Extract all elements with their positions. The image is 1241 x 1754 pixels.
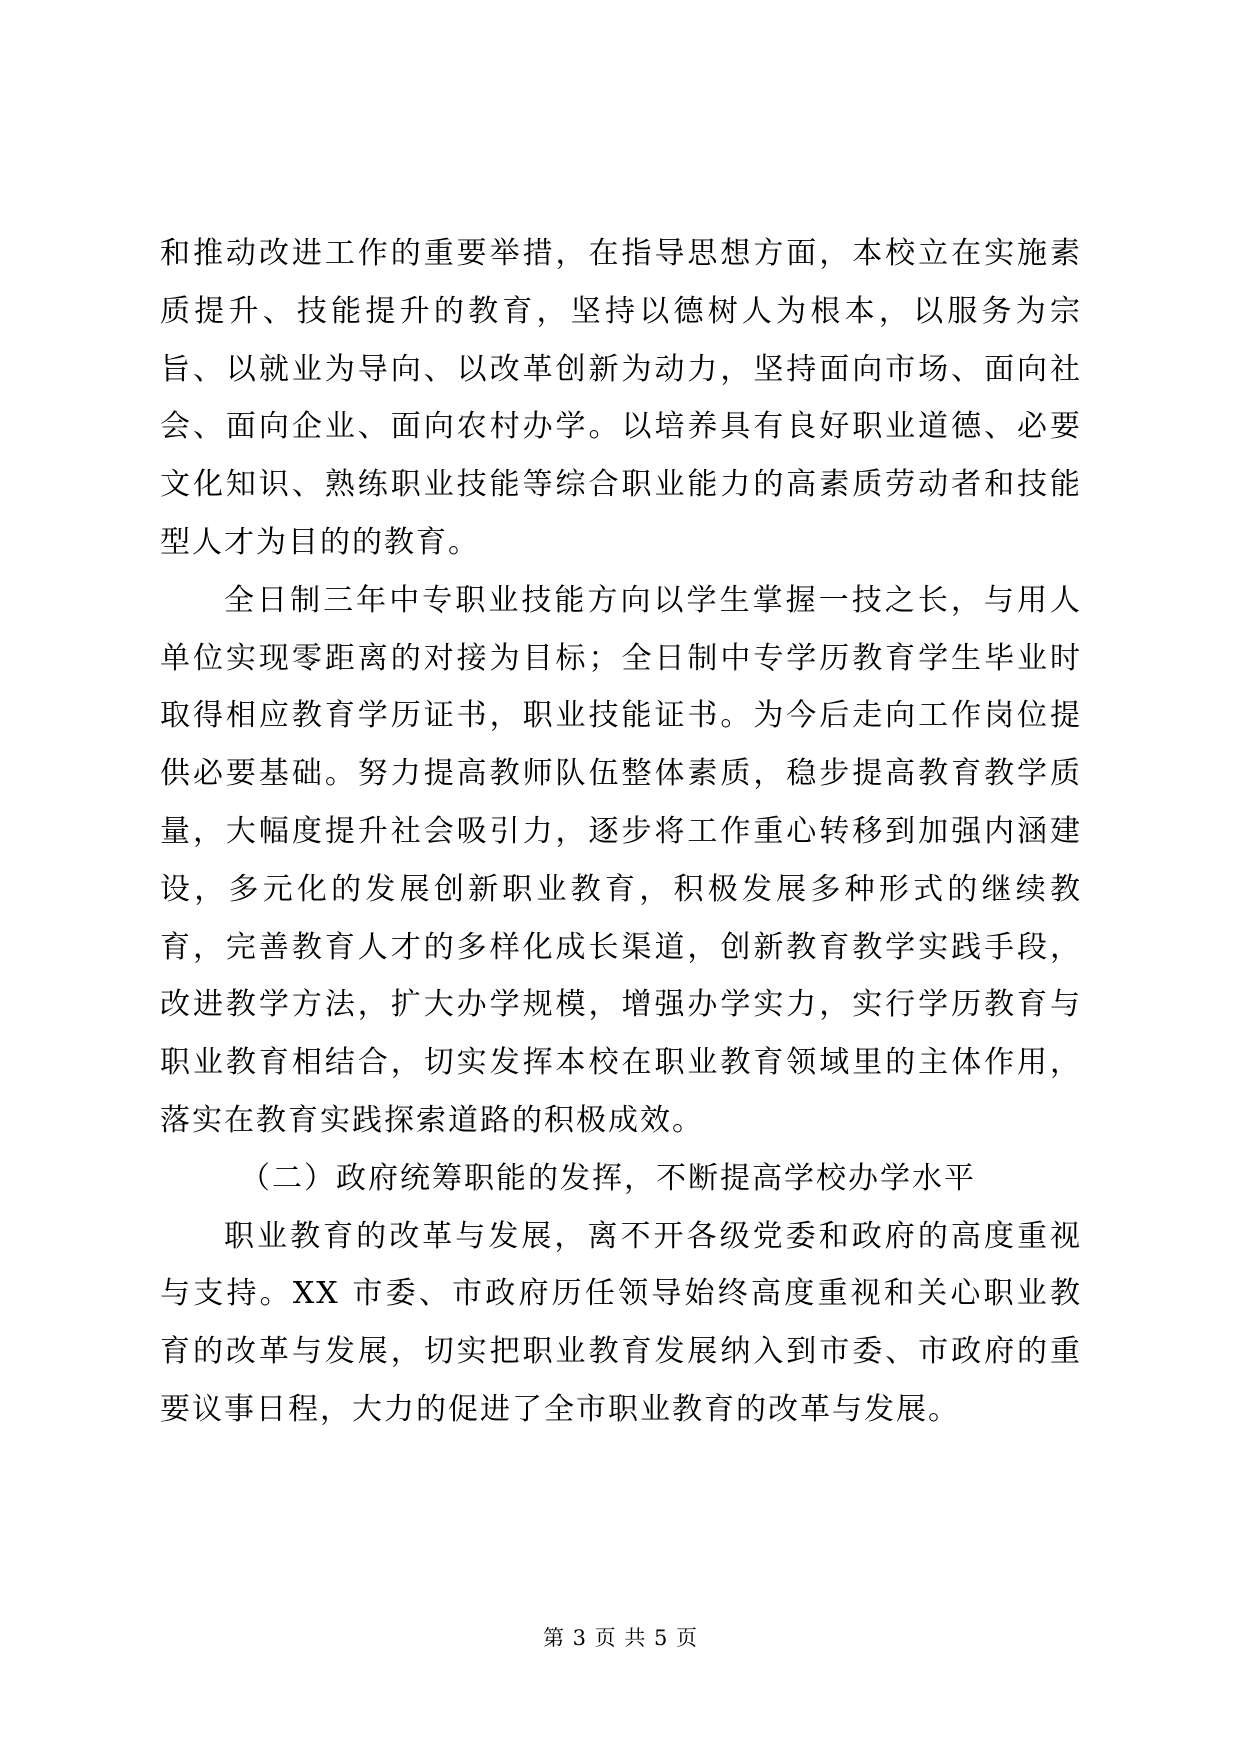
paragraph-government-support: 职业教育的改革与发展，离不开各级党委和政府的高度重视与支持。XX 市委、市政府历任领导始终高度重视和关心职业教育的改革与发展，切实把职业教育发展纳入到市委、市政府的重要议事日程，大力的促进了全市职业教育的改革与发展。 — [160, 1218, 1082, 1427]
page-number-footer: 第 3 页 共 5 页 — [542, 1626, 699, 1650]
paragraph-intro: 和推动改进工作的重要举措，在指导思想方面，本校立在实施素质提升、技能提升的教育，坚持以德树人为根本，以服务为宗旨、以就业为导向、以改革创新为动力，坚持面向市场、面向社会、面向企业、面向农村办学。以培养具有良好职业道德、必要文化知识、熟练职业技能等综合职业能力的高素质劳动者和技能型人才为目的的教育。 — [160, 236, 1082, 560]
paragraph-fulltime-education: 全日制三年中专职业技能方向以学生掌握一技之长，与用人单位实现零距离的对接为目标；全日制中专学历教育学生毕业时取得相应教育学历证书，职业技能证书。为今后走向工作岗位提供必要基础。努力提高教师队伍整体素质，稳步提高教育教学质量，大幅度提升社会吸引力，逐步将工作重心转移到加强内涵建设，多元化的发展创新职业教育，积极发展多种形式的继续教育，完善教育人才的多样化成长渠道，创新教育教学实践手段，改进教学方法，扩大办学规模，增强办学实力，实行学历教育与职业教育相结合，切实发挥本校在职业教育领域里的主体作用，落实在教育实践探索道路的积极成效。 — [160, 582, 1082, 1138]
document-body — [160, 225, 1082, 1439]
section-heading: （二）政府统筹职能的发挥，不断提高学校办学水平 — [240, 1160, 976, 1196]
